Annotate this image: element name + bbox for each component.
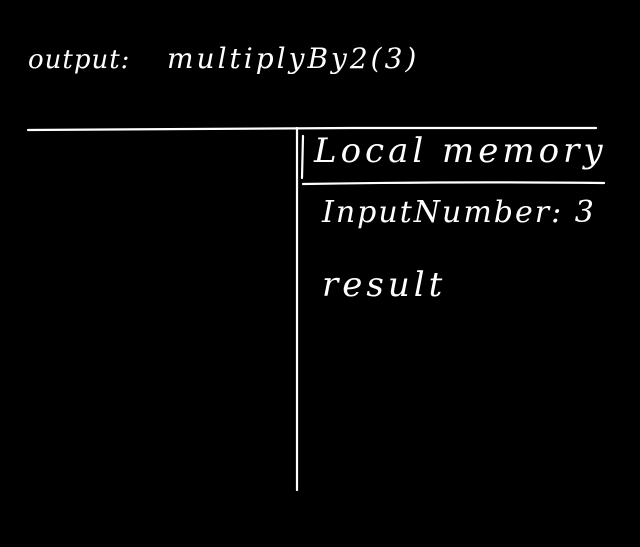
function-call: multiplyBy2(3) [167, 42, 420, 75]
top-divider-line [28, 128, 596, 130]
local-memory-title: Local memory [314, 131, 607, 171]
output-label: output: [28, 45, 131, 75]
output-heading [28, 44, 419, 74]
memory-entry-result: result [322, 265, 447, 305]
memory-header-underline [303, 182, 604, 184]
memory-entry-input-number: InputNumber: 3 [322, 195, 596, 230]
memory-left-tick [302, 136, 303, 178]
